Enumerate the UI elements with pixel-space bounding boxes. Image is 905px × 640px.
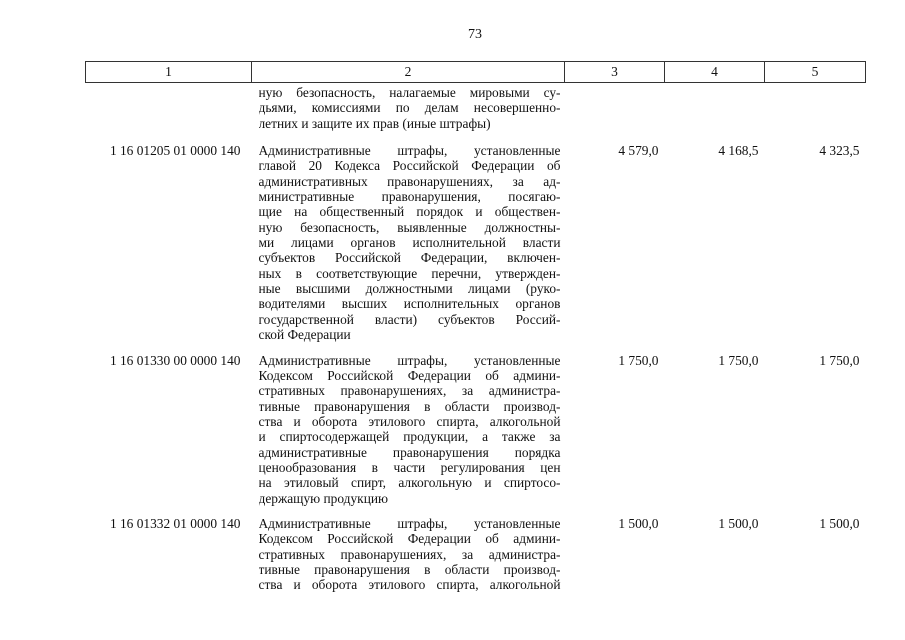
description-line: стративных правонарушениях, за администра- [258, 383, 561, 399]
description-line: дьями, комиссиями по делам несовершенно- [258, 100, 561, 116]
description-line: ства и оборота этилового спирта, алкогольной [258, 577, 561, 593]
row-description [252, 512, 565, 599]
description-line: на этиловый спирт, алкогольную и спиртосо- [258, 475, 561, 491]
row-description [252, 139, 565, 348]
description-line: субъектов Российской Федерации, включен- [258, 250, 561, 266]
description-line: Административные штрафы, установленные [258, 143, 561, 159]
description-line: административных правонарушениях, за ад- [258, 173, 561, 189]
description-line: административные правонарушения порядка [258, 444, 561, 460]
description-line: щие на общественный порядок и обществен- [258, 204, 561, 220]
table-row [86, 512, 866, 599]
description-line: тивные правонарушения в области производ- [258, 398, 561, 414]
budget-code: 1 16 01205 01 0000 140 [109, 143, 241, 159]
description-line: и спиртосодержащей продукции, а также за [258, 429, 561, 445]
description-line: ные высшими должностными лицами (руко- [258, 281, 561, 297]
description-line: ской Федерации [258, 327, 351, 343]
description-line: государственной власти) субъектов Россий- [258, 311, 561, 327]
table-row [86, 139, 866, 348]
continuation-code-cell [86, 83, 252, 140]
value-col-3: 1 750,0 [618, 352, 659, 368]
value-col-5: 1 500,0 [819, 515, 860, 531]
continuation-description [252, 83, 565, 140]
value-col-4: 4 168,5 [718, 143, 759, 159]
description-line: тивные правонарушения в области производ- [258, 561, 561, 577]
description-line: главой 20 Кодекса Российской Федерации об [258, 158, 561, 174]
budget-code: 1 16 01332 01 0000 140 [109, 515, 241, 531]
description-line: ных в соответствующие перечни, утвержден- [258, 265, 561, 281]
description-line: стративных правонарушениях, за администра- [258, 546, 561, 562]
value-col-3: 4 579,0 [618, 143, 659, 159]
table-row [86, 349, 866, 512]
description-line: держащую продукцию [258, 490, 389, 506]
value-col-4: 1 500,0 [718, 515, 759, 531]
value-col-3: 1 500,0 [618, 515, 659, 531]
row-description [252, 349, 565, 512]
description-line: ми лицами органов исполнительной власти [258, 235, 561, 251]
column-header-5: 5 [765, 62, 866, 83]
column-number-header [86, 62, 866, 83]
value-col-5: 4 323,5 [819, 143, 860, 159]
page-number: 73 [468, 27, 482, 42]
column-header-1: 1 [86, 62, 252, 83]
budget-table [85, 61, 866, 599]
description-line: Административные штрафы, установленные [258, 352, 561, 368]
column-header-4: 4 [665, 62, 765, 83]
description-line: летних и защите их прав (иные штрафы) [258, 115, 491, 131]
description-line: Административные штрафы, установленные [258, 515, 561, 531]
column-header-2: 2 [252, 62, 565, 83]
description-line: ную безопасность, выявленные должностны- [258, 219, 561, 235]
description-line: ства и оборота этилового спирта, алкогольной [258, 413, 561, 429]
value-col-4: 1 750,0 [718, 352, 759, 368]
budget-code: 1 16 01330 00 0000 140 [109, 352, 241, 368]
description-line: ценообразования в части регулирования цен [258, 459, 561, 475]
description-line: министративные правонарушения, посягаю- [258, 189, 561, 205]
description-line: Кодексом Российской Федерации об админи- [258, 531, 561, 547]
description-line: водителями высших исполнительных органов [258, 296, 561, 312]
description-line: Кодексом Российской Федерации об админи- [258, 367, 561, 383]
continuation-row [86, 83, 866, 140]
description-line: ную безопасность, налагаемые мировыми су- [258, 85, 561, 100]
value-col-5: 1 750,0 [819, 352, 860, 368]
column-header-3: 3 [565, 62, 665, 83]
